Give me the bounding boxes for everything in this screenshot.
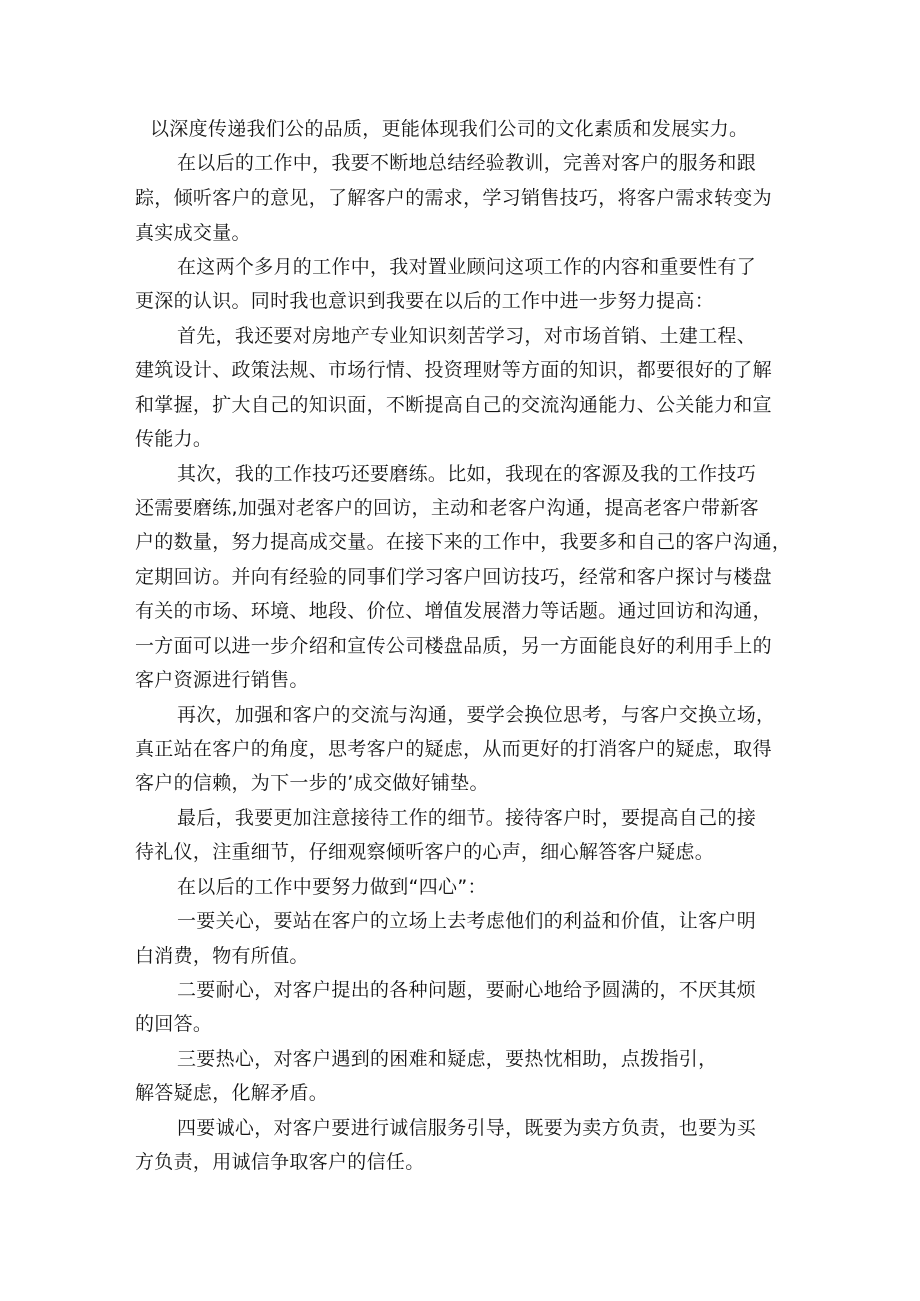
text-line: 传能力。	[135, 428, 213, 450]
text-line: 二要耐心，对客户提出的各种问题，要耐心地给予圆满的，不厌其烦	[177, 979, 757, 1001]
text-line: 还需要磨练,加强对老客户的回访，主动和老客户沟通，提高老客户带新客	[135, 497, 759, 519]
text-line: 最后，我要更加注意接待工作的细节。接待客户时，要提高自己的接	[177, 807, 757, 829]
text-line: 再次，加强和客户的交流与沟通，要学会换位思考，与客户交换立场，	[177, 704, 776, 726]
text-line: 和掌握，扩大自己的知识面，不断提高自己的交流沟通能力、公关能力和宣	[135, 394, 772, 416]
text-line: 方负责，用诚信争取客户的信任。	[135, 1151, 425, 1173]
text-line: 更深的认识。同时我也意识到我要在以后的工作中进一步努力提高：	[135, 290, 715, 312]
text-line: 客户资源进行销售。	[135, 669, 309, 691]
text-line: 户的数量，努力提高成交量。在接下来的工作中，我要多和自己的客户沟通，	[135, 531, 792, 553]
text-line: 白消费，物有所值。	[135, 945, 309, 967]
text-line: 四要诚心，对客户要进行诚信服务引导，既要为卖方负责，也要为买	[177, 1117, 757, 1139]
text-line: 在以后的工作中要努力做到“四心”：	[177, 876, 487, 898]
text-line: 定期回访。并向有经验的同事们学习客户回访技巧，经常和客户探讨与楼盘	[135, 566, 772, 588]
text-line: 解答疑虑，化解矛盾。	[135, 1082, 329, 1104]
text-line: 一要关心，要站在客户的立场上去考虑他们的利益和价值，让客户明	[177, 910, 757, 932]
text-line: 在以后的工作中，我要不断地总结经验教训，完善对客户的服务和跟	[177, 152, 757, 174]
text-line: 的回答。	[135, 1013, 213, 1035]
text-line: 在这两个多月的工作中，我对置业顾问这项工作的内容和重要性有了	[177, 256, 757, 278]
text-line: 踪，倾听客户的意见，了解客户的需求，学习销售技巧，将客户需求转变为	[135, 187, 772, 209]
text-line: 真实成交量。	[135, 222, 251, 244]
text-line: 客户的信赖，为下一步的’成交做好铺垫。	[135, 772, 489, 794]
text-line: 三要热心，对客户遇到的困难和疑虑，要热忱相助，点拨指引，	[177, 1048, 718, 1070]
text-line: 待礼仪，注重细节，仔细观察倾听客户的心声，细心解答客户疑虑。	[135, 841, 715, 863]
text-line: 一方面可以进一步介绍和宣传公司楼盘品质，另一方面能良好的利用手上的	[135, 635, 772, 657]
text-line: 真正站在客户的角度，思考客户的疑虑，从而更好的打消客户的疑虑，取得	[135, 738, 772, 760]
text-line: 其次，我的工作技巧还要磨练。比如，我现在的客源及我的工作技巧	[177, 463, 757, 485]
text-line: 建筑设计、政策法规、市场行情、投资理财等方面的知识，都要很好的了解	[135, 359, 772, 381]
text-line: 以深度传递我们公的品质，更能体现我们公司的文化素质和发展实力。	[150, 118, 749, 140]
text-line: 有关的市场、环境、地段、价位、增值发展潜力等话题。通过回访和沟通，	[135, 600, 772, 622]
text-line: 首先，我还要对房地产专业知识刻苦学习，对市场首销、土建工程、	[177, 325, 757, 347]
